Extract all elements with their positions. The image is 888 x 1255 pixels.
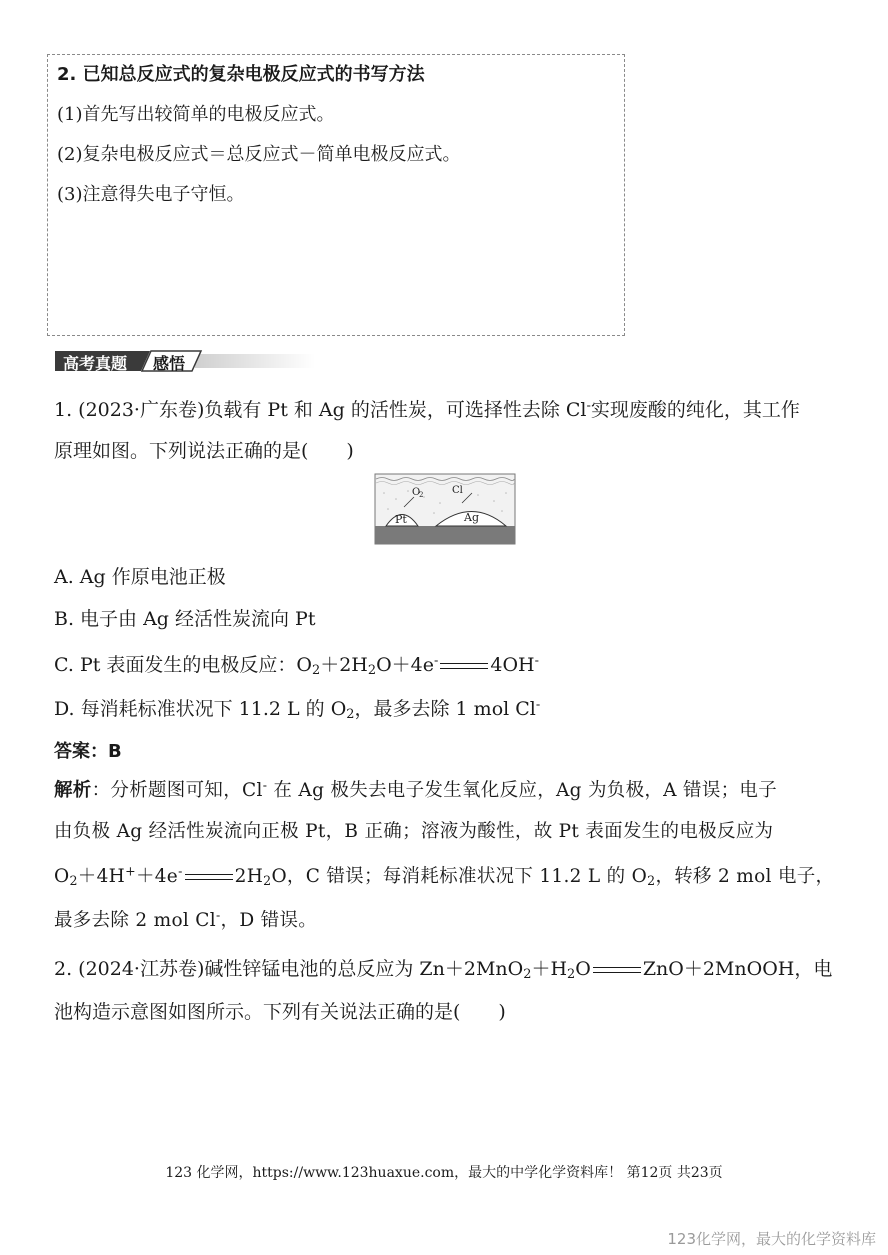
- box-item-1: (1)首先写出较简单的电极反应式。: [57, 104, 335, 125]
- equals-sign: [593, 967, 641, 973]
- box-item-3: (3)注意得失电子守恒。: [57, 184, 245, 205]
- q1-figure: [374, 473, 516, 545]
- banner-left-label: 高考真题: [63, 354, 128, 373]
- box-item-2: (2)复杂电极反应式＝总反应式－简单电极反应式。: [57, 144, 461, 165]
- page-footer: 123 化学网，https://www.123huaxue.com，最大的中学化学资料库！ 第12页 共23页: [165, 1165, 723, 1181]
- q1-analysis-line3: $O_2+4H^++4e^-$ $2H_2O$，C 错误；每消耗标准状况下 11.2 L 的 $O_2$，转移 2 mol 电子，: [54, 863, 835, 889]
- banner-right-label: 感悟: [153, 354, 186, 373]
- fig-cl-label: Cl: [452, 485, 463, 496]
- q1-stem-line1: 1. (2023·广东卷)负载有 Pt 和 Ag 的活性炭，可选择性去除 Cl-实现废酸的纯化，其工作: [54, 398, 800, 421]
- q1-analysis-line1: 解析：分析题图可知，Cl- 在 Ag 极失去电子发生氧化反应，Ag 为负极，A 错误；电子: [54, 777, 778, 801]
- q1-analysis-line4: 最多去除 2 mol Cl-，D 错误。: [54, 907, 318, 931]
- q1-answer: 答案：B: [54, 741, 122, 762]
- q2-stem-line2: 池构造示意图如图所示。下列有关说法正确的是( ): [54, 1001, 506, 1023]
- q1-option-c[interactable]: C. Pt 表面发生的电极反应：$O_2+2H_2O+4e^-$ 4OH-: [54, 653, 539, 679]
- box-title: 2. 已知总反应式的复杂电极反应式的书写方法: [57, 64, 425, 85]
- equals-sign: [185, 874, 233, 880]
- fig-ag-label: Ag: [464, 511, 479, 524]
- equals-sign: [440, 663, 488, 669]
- fig-pt-label: Pt: [395, 513, 407, 526]
- q1-stem-line2: 原理如图。下列说法正确的是( ): [54, 440, 354, 462]
- watermark: 123化学网，最大的化学资料库: [667, 1230, 876, 1248]
- q1-option-a[interactable]: A. Ag 作原电池正极: [54, 566, 226, 588]
- q2-stem-line1: 2. (2024·江苏卷)碱性锌锰电池的总反应为 $Zn+2MnO_2+H_2O$ ZnO＋2MnOOH，电: [54, 958, 833, 983]
- section-banner: [55, 348, 315, 374]
- fig-o2-label: O: [412, 487, 421, 498]
- fig-o2-subscript: 2: [419, 491, 424, 499]
- q1-option-d[interactable]: D. 每消耗标准状况下 11.2 L 的 $O_2$，最多去除 1 mol Cl-: [54, 697, 541, 723]
- q1-analysis-line2: 由负极 Ag 经活性炭流向正极 Pt，B 正确；溶液为酸性，故 Pt 表面发生的电极反应为: [54, 821, 774, 842]
- q1-option-b[interactable]: B. 电子由 Ag 经活性炭流向 Pt: [54, 608, 316, 630]
